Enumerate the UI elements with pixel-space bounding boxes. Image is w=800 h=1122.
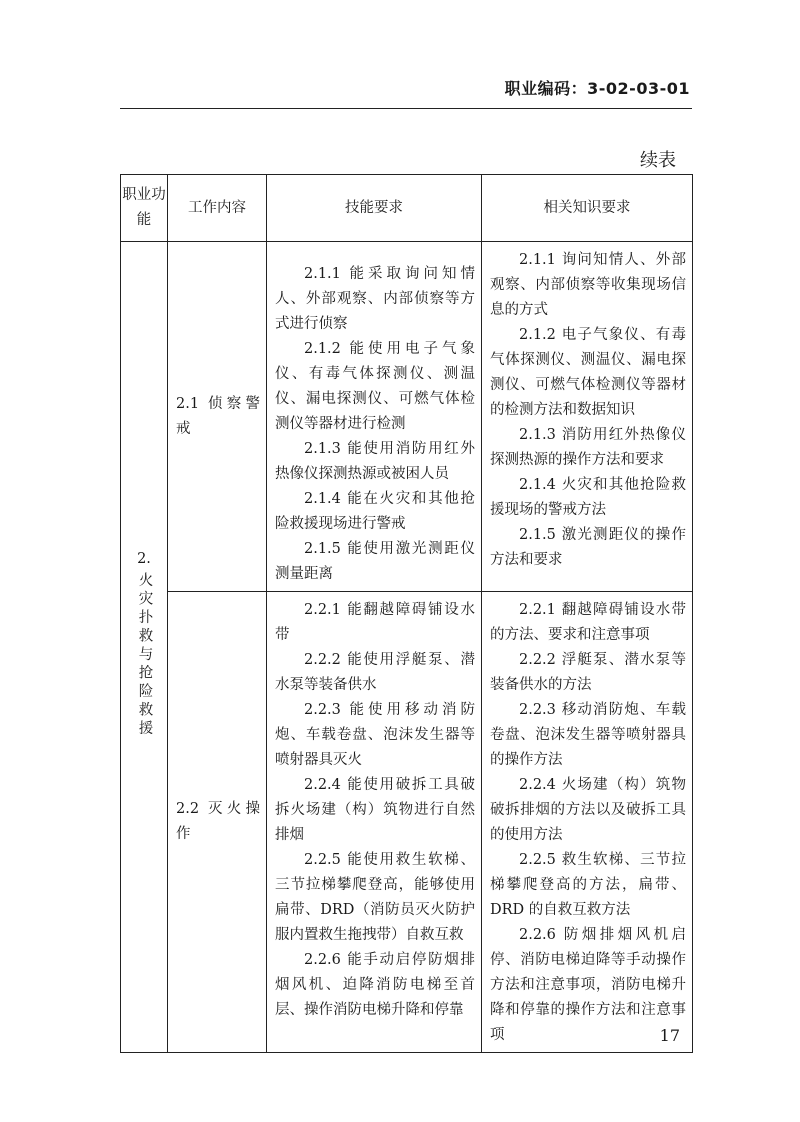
skill-item: 2.2.3 能使用移动消防炮、车载卷盘、泡沫发生器等喷射器具灭火 xyxy=(275,702,475,768)
skill-item: 2.1.1 能采取询问知情人、外部观察、内部侦察等方式进行侦察 xyxy=(275,266,475,332)
knowledge-item: 2.2.5 救生软梯、三节拉梯攀爬登高的方法，扁带、DRD 的自救互救方法 xyxy=(490,852,686,918)
knowledge-item: 2.1.4 火灾和其他抢险救援现场的警戒方法 xyxy=(490,477,686,518)
skill-item: 2.2.6 能手动启停防烟排烟风机、迫降消防电梯至首层、操作消防电梯升降和停靠 xyxy=(275,952,475,1018)
knowledge-item: 2.2.3 移动消防炮、车载卷盘、泡沫发生器等喷射器具的操作方法 xyxy=(490,702,686,768)
knowledge-item: 2.1.5 激光测距仪的操作方法和要求 xyxy=(490,527,686,568)
skills-cell xyxy=(267,592,482,1053)
skill-item: 2.2.1 能翻越障碍铺设水带 xyxy=(275,602,475,643)
knowledge-item: 2.2.2 浮艇泵、潜水泵等装备供水的方法 xyxy=(490,652,686,693)
header-function: 职业功能 xyxy=(121,175,168,242)
knowledge-item: 2.2.6 防烟排烟风机启停、消防电梯迫降等手动操作方法和注意事项，消防电梯升降和停靠的操作方法和注意事项 xyxy=(490,927,686,1043)
knowledge-item: 2.1.1 询问知情人、外部观察、内部侦察等收集现场信息的方式 xyxy=(490,252,686,318)
header-skills: 技能要求 xyxy=(267,175,482,242)
work-content: 2.2 灭火操作 xyxy=(168,592,267,1053)
skills-table xyxy=(120,174,693,1053)
header-knowledge: 相关知识要求 xyxy=(482,175,693,242)
occupation-code: 职业编码：3-02-03-01 xyxy=(504,79,690,98)
continued-label: 续表 xyxy=(640,150,676,171)
skill-item: 2.1.4 能在火灾和其他抢险救援现场进行警戒 xyxy=(275,491,475,532)
skill-item: 2.2.2 能使用浮艇泵、潜水泵等装备供水 xyxy=(275,652,475,693)
knowledge-cell xyxy=(482,592,693,1053)
header-rule xyxy=(120,108,692,109)
table-row xyxy=(121,592,693,1053)
knowledge-item: 2.1.2 电子气象仪、有毒气体探测仪、测温仪、漏电探测仪、可燃气体检测仪等器材的检测方法和数据知识 xyxy=(490,327,686,418)
header-work: 工作内容 xyxy=(168,175,267,242)
table-row xyxy=(121,242,693,592)
knowledge-cell xyxy=(482,242,693,592)
page-number: 17 xyxy=(659,1026,680,1045)
function-name: 火灾扑救与抢险救援 xyxy=(136,571,153,739)
skill-item: 2.1.3 能使用消防用红外热像仪探测热源或被困人员 xyxy=(275,441,475,482)
skill-item: 2.2.5 能使用救生软梯、三节拉梯攀爬登高，能够使用扁带、DRD（消防员灭火防护服内置救生拖拽带）自救互救 xyxy=(275,852,475,943)
knowledge-item: 2.2.1 翻越障碍铺设水带的方法、要求和注意事项 xyxy=(490,602,686,643)
knowledge-item: 2.2.4 火场建（构）筑物破拆排烟的方法以及破拆工具的使用方法 xyxy=(490,777,686,843)
function-cell xyxy=(121,242,168,1053)
table-header-row xyxy=(121,175,693,242)
function-number: 2. xyxy=(137,550,151,567)
work-content: 2.1 侦察警戒 xyxy=(168,242,267,592)
skill-item: 2.2.4 能使用破拆工具破拆火场建（构）筑物进行自然排烟 xyxy=(275,777,475,843)
knowledge-item: 2.1.3 消防用红外热像仪探测热源的操作方法和要求 xyxy=(490,427,686,468)
skill-item: 2.1.2 能使用电子气象仪、有毒气体探测仪、测温仪、漏电探测仪、可燃气体检测仪等器材进行检测 xyxy=(275,341,475,432)
skill-item: 2.1.5 能使用激光测距仪测量距离 xyxy=(275,541,475,582)
skills-cell xyxy=(267,242,482,592)
